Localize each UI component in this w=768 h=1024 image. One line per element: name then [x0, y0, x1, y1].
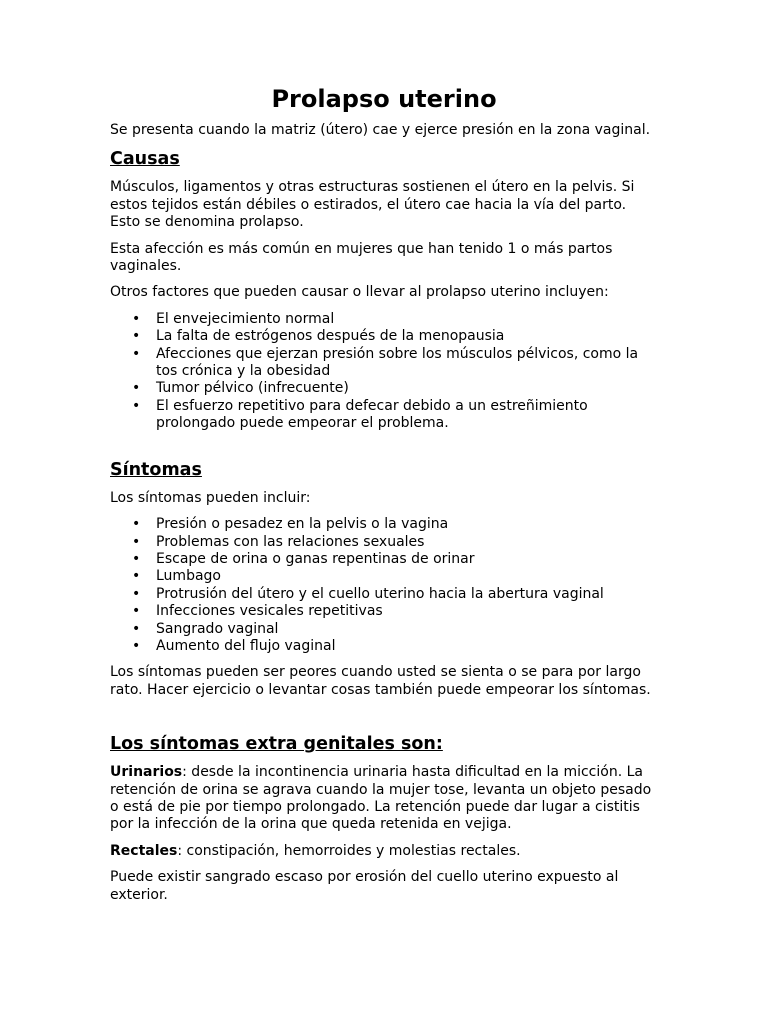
list-item: • El envejecimiento normal	[156, 311, 658, 328]
causas-heading: Causas	[110, 149, 180, 170]
causas-list	[110, 311, 658, 433]
urinarios-label: Urinarios	[110, 764, 183, 781]
intro-paragraph: Se presenta cuando la matriz (útero) cae y ejerce presión en la zona vaginal.	[110, 122, 651, 138]
list-item: • Sangrado vaginal	[156, 621, 658, 638]
list-item: • Problemas con las relaciones sexuales	[156, 534, 658, 551]
rectales-label: Rectales	[110, 842, 178, 859]
extra-genitales-heading: Los síntomas extra genitales son:	[110, 734, 443, 755]
urinarios-paragraph	[110, 764, 658, 834]
list-item: • Lumbago	[156, 568, 658, 585]
list-item: • Aumento del flujo vaginal	[156, 638, 658, 655]
list-item: • Presión o pesadez en la pelvis o la vagina	[156, 516, 658, 533]
sintomas-outro: Los síntomas pueden ser peores cuando usted se sienta o se para por largo rato. Hacer ejercicio o levantar cosas también puede empeorar los síntomas.	[110, 664, 651, 698]
list-item: • Tumor pélvico (infrecuente)	[156, 380, 658, 397]
list-item: • Infecciones vesicales repetitivas	[156, 603, 658, 620]
causas-paragraph-3: Otros factores que pueden causar o llevar al prolapso uterino incluyen:	[110, 284, 609, 301]
causas-paragraph-2: Esta afección es más común en mujeres que han tenido 1 o más partos vaginales.	[110, 240, 613, 275]
list-item: • El esfuerzo repetitivo para defecar debido a un estreñimiento prolongado puede empeorar el problema.	[156, 398, 658, 433]
sintomas-heading: Síntomas	[110, 459, 202, 480]
list-item: • La falta de estrógenos después de la menopausia	[156, 328, 658, 345]
causas-paragraph-1: Músculos, ligamentos y otras estructuras sostienen el útero en la pelvis. Si estos tejidos están débiles o estirados, el útero cae hacia la vía del parto. Esto se denomina prolapso.	[110, 179, 635, 231]
final-paragraph: Puede existir sangrado escaso por erosión del cuello uterino expuesto al exterior.	[110, 869, 619, 903]
list-item: • Afecciones que ejerzan presión sobre los músculos pélvicos, como la tos crónica y la obesidad	[156, 346, 658, 381]
list-item: • Escape de orina o ganas repentinas de orinar	[156, 551, 658, 568]
rectales-paragraph	[110, 843, 658, 860]
list-item: • Protrusión del útero y el cuello uterino hacia la abertura vaginal	[156, 586, 658, 603]
sintomas-intro: Los síntomas pueden incluir:	[110, 489, 311, 506]
urinarios-text: : desde la incontinencia urinaria hasta dificultad en la micción. La retención de orina se agrava cuando la mujer tose, levanta un objeto pesado o está de pie por tiempo prolongado. La retención puede dar lugar a cistitis por la infección de la orina que queda retenida en vejiga.	[110, 764, 652, 833]
rectales-text: : constipación, hemorroides y molestias rectales.	[177, 842, 521, 859]
sintomas-list	[110, 516, 658, 655]
page-title: Prolapso uterino	[271, 85, 497, 113]
